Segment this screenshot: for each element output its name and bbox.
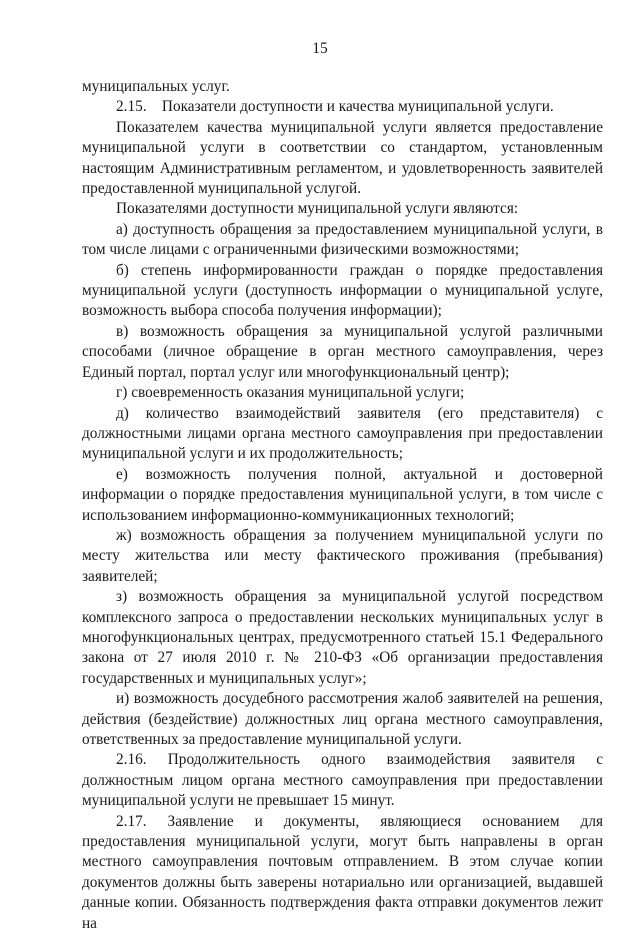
list-item-z: з) возможность обращения за муниципальной услугой посредством комплексного запроса о предоставлении нескольких муниципальных услуг в многофункциональных центрах, предусмотренного статьей 15.1 Федерального закона от 27 июля 2010 г. № 210-ФЗ «Об организации предоставления государственных и муниципальных услуг»; (82, 588, 603, 687)
section-2-17: 2.17. Заявление и документы, являющиеся основанием для предоставления муниципальной услуги, могут быть направлены в орган местного самоуправления почтовым отправлением. В этом случае копии документов должны быть заверены нотариально или организацией, выдавшей данные копии. Обязанность подтверждения факта отправки документов лежит на (82, 812, 603, 932)
list-item-v: в) возможность обращения за муниципальной услугой различными способами (личное обращение в орган местного самоуправления, через Единый портал, портал услуг или многофункциональный центр); (82, 322, 603, 381)
list-item-i: и) возможность досудебного рассмотрения жалоб заявителей на решения, действия (бездействие) должностных лиц органа местного самоуправления, ответственных за предоставление муниципальной услуги. (82, 690, 603, 748)
section-heading-2-15: 2.15. Показатели доступности и качества муниципальной услуги. (116, 98, 554, 116)
section-2-16: 2.16. Продолжительность одного взаимодействия заявителя с должностным лицом органа местного самоуправления при предоставлении муниципальной услуги не превышает 15 минут. (82, 751, 603, 810)
list-item-g: г) своевременность оказания муниципальной услуги; (116, 384, 465, 402)
paragraph-accessibility-intro: Показателями доступности муниципальной услуги являются: (116, 200, 519, 218)
paragraph-quality-indicator: Показателем качества муниципальной услуги является предоставление муниципальной услуги в соответствии со стандартом, установленным настоящим Административным регламентом, и удовлетворенность заявителей предоставленной муниципальной услугой. (82, 118, 603, 198)
paragraph-continuation: муниципальных услуг. (82, 78, 230, 95)
document-body (82, 77, 603, 934)
list-item-b: б) степень информированности граждан о порядке предоставления муниципальной услуги (доступность информации о муниципальной услуге, возможность выбора способа получения информации); (82, 261, 603, 320)
list-item-d: д) количество взаимодействий заявителя (его представителя) с должностными лицами органа местного самоуправления при предоставлении муниципальной услуги и их продолжительность; (82, 404, 603, 463)
list-item-e: е) возможность получения полной, актуальной и достоверной информации о порядке предоставления муниципальной услуги, в том числе с использованием информационно-коммуникационных технологий; (82, 465, 603, 524)
list-item-a: а) доступность обращения за предоставлением муниципальной услуги, в том числе лицами с ограниченными физическими возможностями; (82, 220, 603, 259)
page-number: 15 (312, 40, 328, 57)
list-item-zh: ж) возможность обращения за получением муниципальной услуги по месту жительства или месту фактического проживания (пребывания) заявителей; (82, 526, 603, 585)
